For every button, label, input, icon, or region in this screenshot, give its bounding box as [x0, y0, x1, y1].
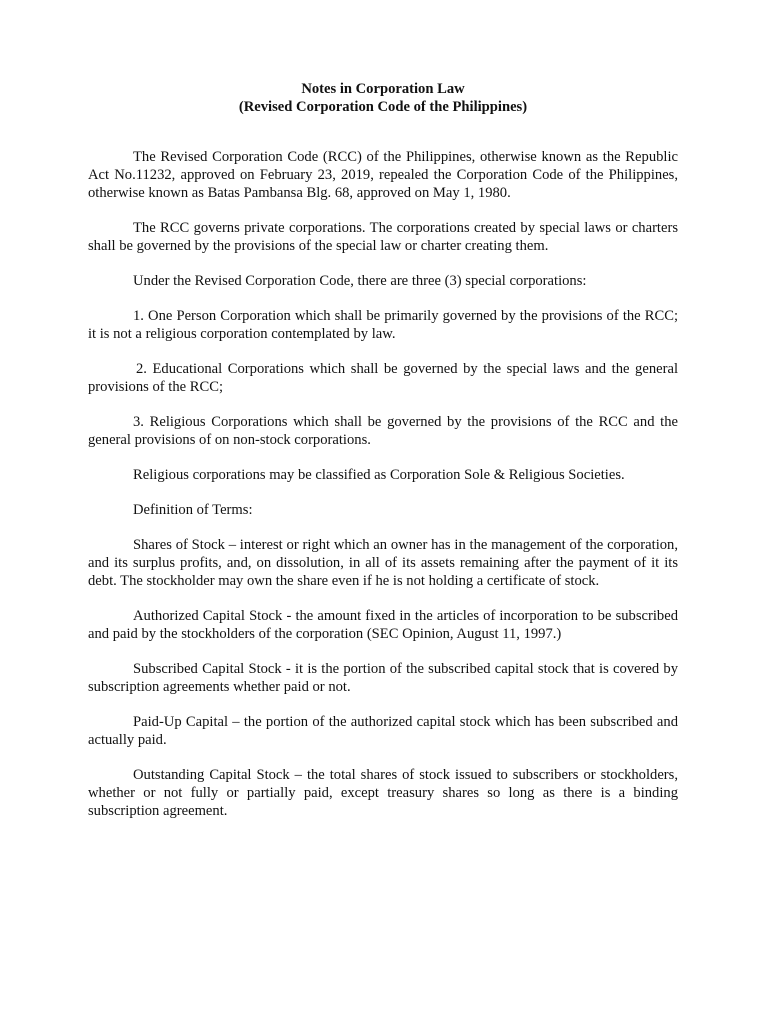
- paragraph-rcc-governs: The RCC governs private corporations. The corporations created by special laws or charters shall be governed by the provisions of the special law or charter creating them.: [88, 220, 678, 254]
- title-line-2: (Revised Corporation Code of the Philippines): [238, 99, 528, 115]
- definition-shares-of-stock: Shares of Stock – interest or right which an owner has in the management of the corporation, and its surplus profits, and, on dissolution, in all of its assets remaining after the payment of it its debt. The stockholder may own the share even if he is not holding a certificate of stock.: [88, 537, 678, 589]
- document-page: [88, 80, 678, 837]
- paragraph-rcc-intro: The Revised Corporation Code (RCC) of the Philippines, otherwise known as the Republic Act No.11232, approved on February 23, 2019, repealed the Corporation Code of the Philippines, otherwise known as Batas Pambansa Blg. 68, approved on May 1, 1980.: [88, 149, 678, 201]
- list-item-one-person-corporation: 1. One Person Corporation which shall be primarily governed by the provisions of the RCC; it is not a religious corporation contemplated by law.: [88, 308, 678, 342]
- definition-outstanding-capital-stock: Outstanding Capital Stock – the total shares of stock issued to subscribers or stockholders, whether or not fully or partially paid, except treasury shares so long as there is a binding subscription agreement.: [88, 767, 678, 819]
- document-title: [88, 80, 678, 116]
- title-line-1: Notes in Corporation Law: [301, 81, 465, 97]
- definition-paid-up-capital: Paid-Up Capital – the portion of the authorized capital stock which has been subscribed and actually paid.: [88, 714, 678, 748]
- paragraph-special-corporations: Under the Revised Corporation Code, there are three (3) special corporations:: [133, 273, 587, 289]
- definition-authorized-capital-stock: Authorized Capital Stock - the amount fixed in the articles of incorporation to be subscribed and paid by the stockholders of the corporation (SEC Opinion, August 11, 1997.): [88, 608, 678, 642]
- document-title-block: [88, 80, 678, 116]
- paragraph-religious-classification: Religious corporations may be classified as Corporation Sole & Religious Societies.: [133, 467, 625, 483]
- list-item-religious-corporations: 3. Religious Corporations which shall be governed by the provisions of the RCC and the general provisions of on non-stock corporations.: [88, 414, 678, 448]
- definition-subscribed-capital-stock: Subscribed Capital Stock - it is the portion of the subscribed capital stock that is covered by subscription agreements whether paid or not.: [88, 661, 678, 695]
- heading-definition-of-terms: Definition of Terms:: [133, 502, 253, 518]
- list-item-educational-corporations: 2. Educational Corporations which shall be governed by the special laws and the general provisions of the RCC;: [88, 361, 678, 395]
